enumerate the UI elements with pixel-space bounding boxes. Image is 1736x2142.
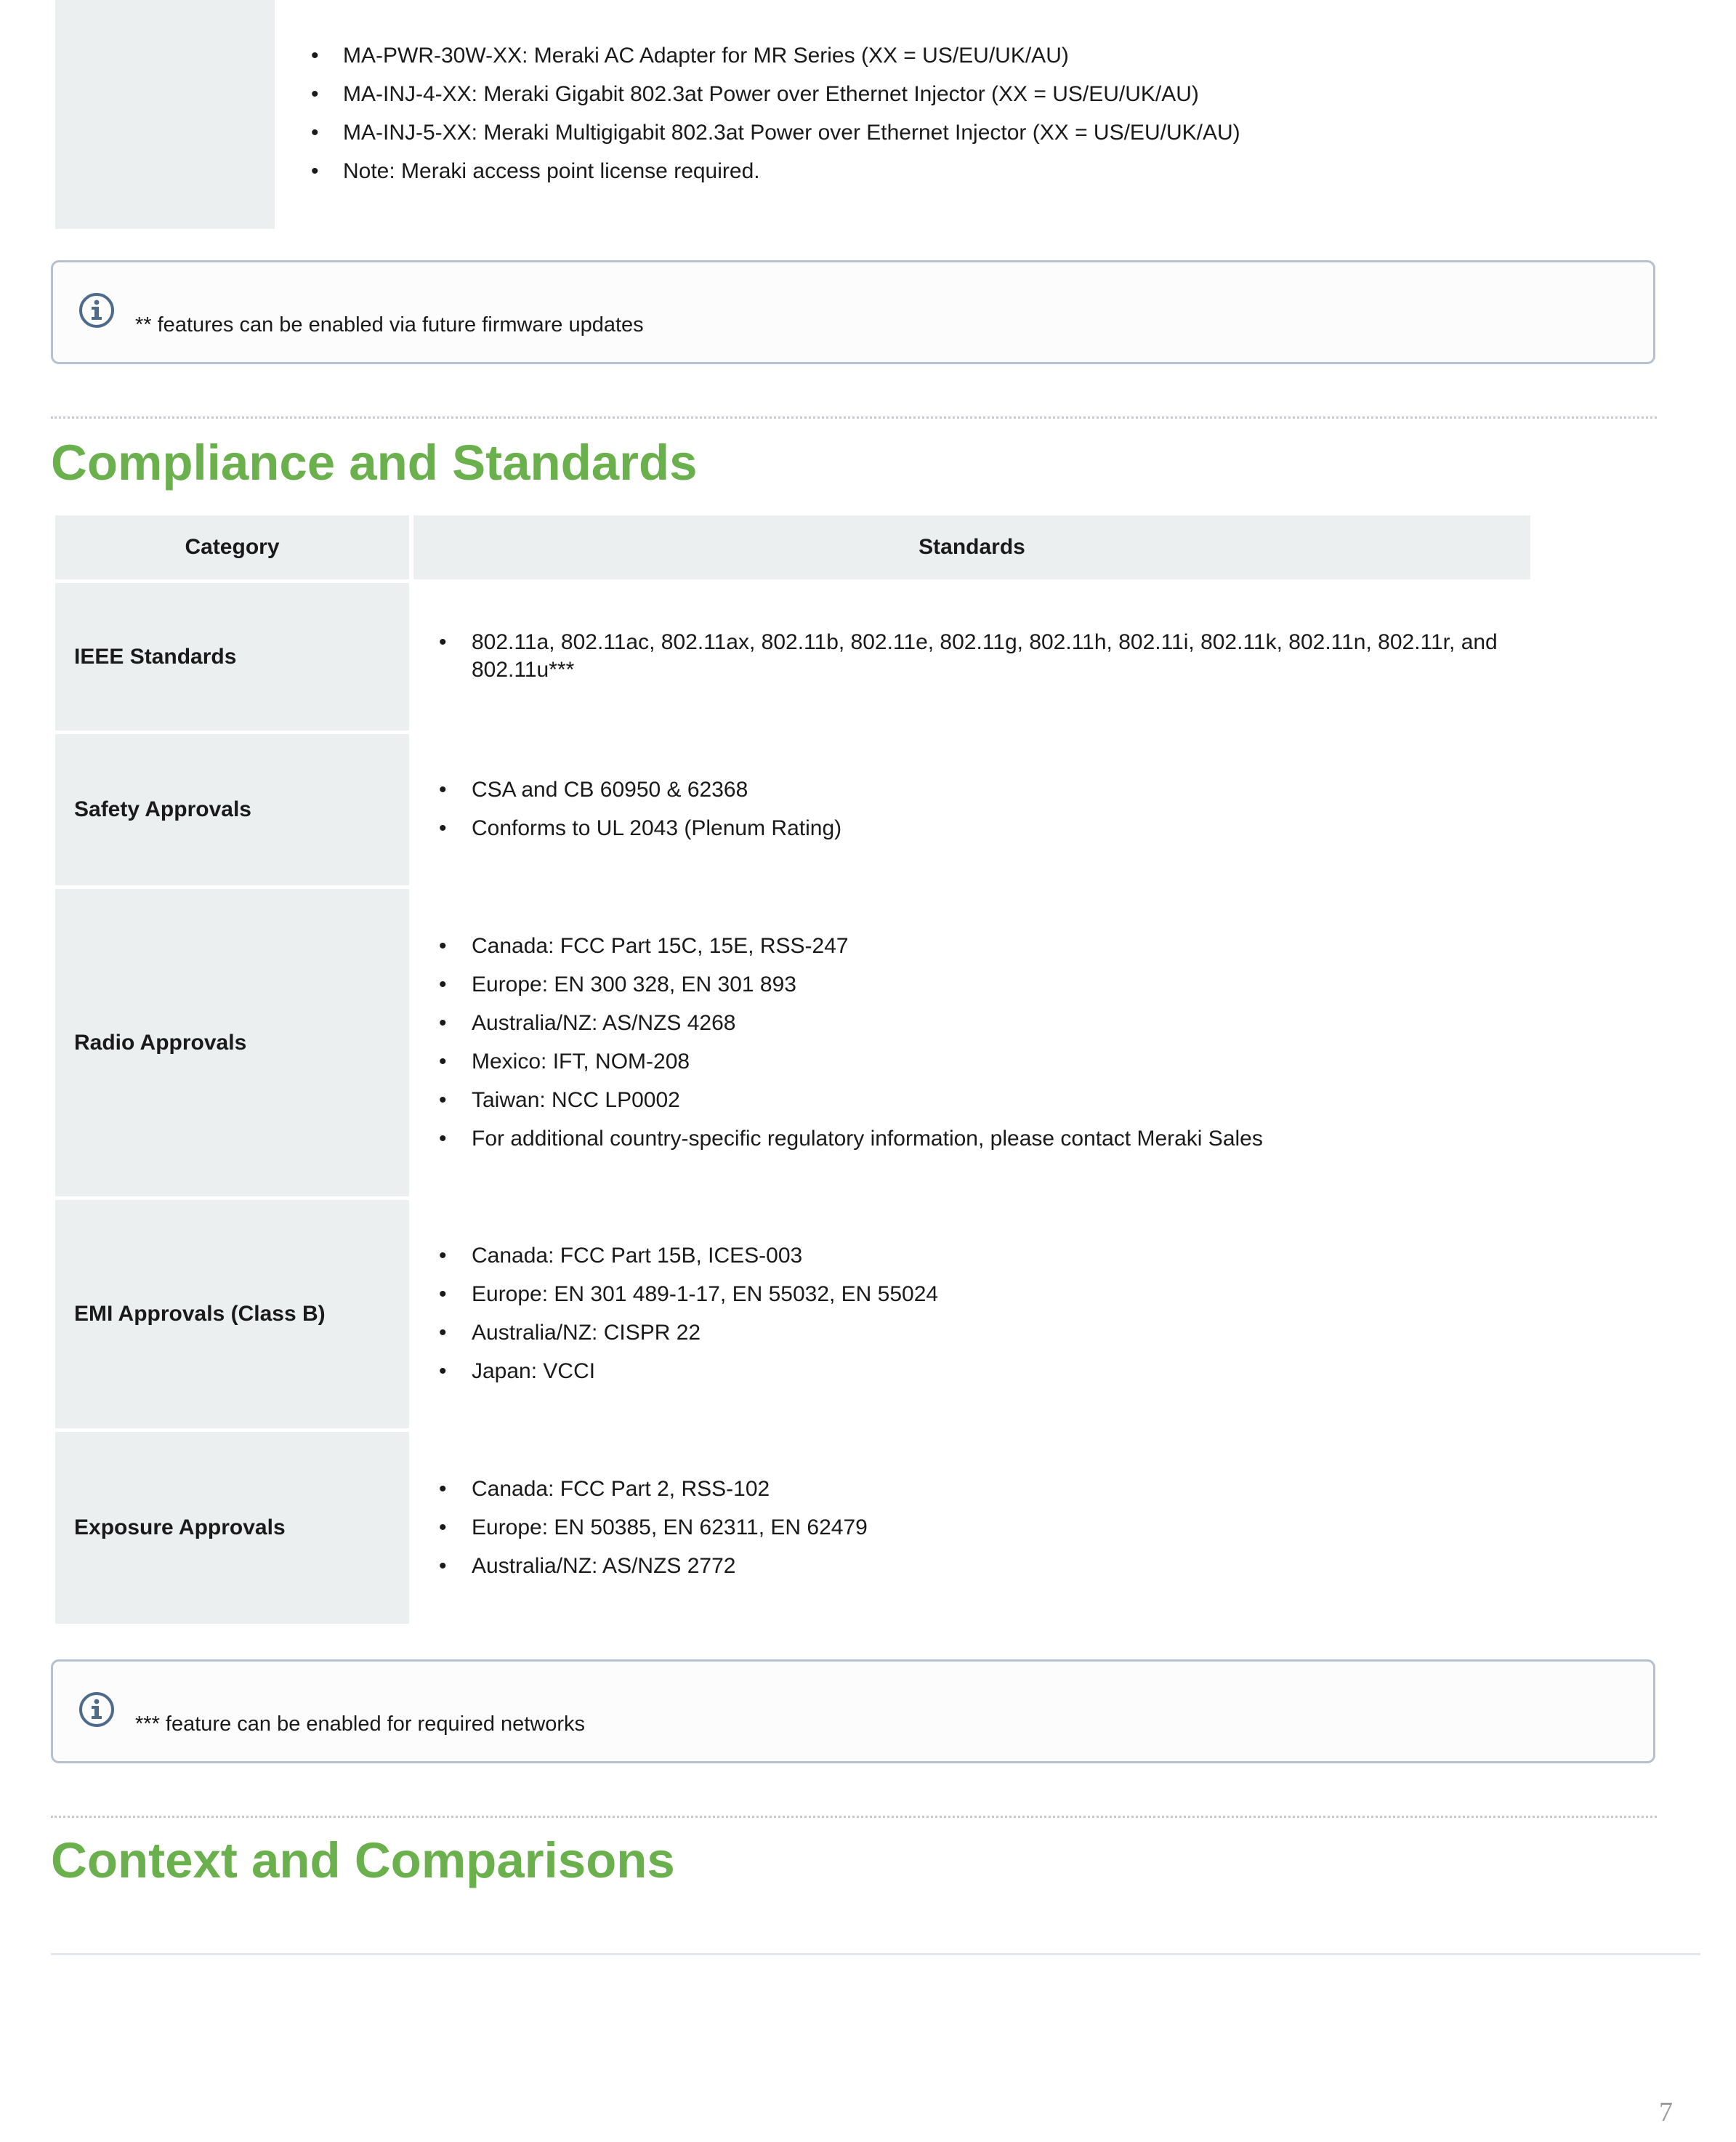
list-item: • Australia/NZ: AS/NZS 2772 [439, 1553, 868, 1580]
table-row-standards [413, 889, 1530, 1196]
table-row-category [55, 1432, 409, 1624]
list-item: • 802.11a, 802.11ac, 802.11ax, 802.11b, 802.11e, 802.11g, 802.11h, 802.11i, 802.11k, 802.11n, 802.11r, and 802.11u*** [439, 629, 1501, 684]
table-row-standards [413, 734, 1530, 885]
list-item: • Taiwan: NCC LP0002 [439, 1087, 1263, 1114]
context-heading: Context and Comparisons [51, 1832, 675, 1888]
list-item: • CSA and CB 60950 & 62368 [439, 776, 841, 804]
list-item: • Canada: FCC Part 2, RSS-102 [439, 1475, 868, 1503]
info-icon [78, 1691, 116, 1728]
list-item: • Conforms to UL 2043 (Plenum Rating) [439, 815, 841, 842]
category-label: IEEE Standards [74, 644, 237, 669]
list-item: • Europe: EN 301 489-1-17, EN 55032, EN 55024 [439, 1281, 938, 1308]
table-row-standards [413, 1432, 1530, 1624]
table-row-standards [413, 583, 1530, 730]
note-text: *** feature can be enabled for required networks [135, 1712, 586, 1736]
category-label: Safety Approvals [74, 797, 251, 821]
list-item: • For additional country-specific regulatory information, please contact Meraki Sales [439, 1125, 1263, 1153]
table-row-category [55, 734, 409, 885]
firmware-note-box [51, 260, 1655, 364]
section-divider [51, 416, 1657, 419]
standards-list [413, 766, 871, 853]
standards-list [413, 922, 1292, 1164]
compliance-heading: Compliance and Standards [51, 435, 698, 491]
column-header-category: Category [55, 515, 409, 579]
list-item: • MA-PWR-30W-XX: Meraki AC Adapter for MR Series (XX = US/EU/UK/AU) [311, 42, 1692, 70]
list-item: • Note: Meraki access point license required. [311, 158, 1692, 185]
footer-rule [51, 1953, 1700, 1955]
accessories-list [311, 42, 1692, 196]
list-item: • Australia/NZ: AS/NZS 4268 [439, 1010, 1263, 1037]
list-item: • Japan: VCCI [439, 1358, 938, 1385]
list-item: • Canada: FCC Part 15C, 15E, RSS-247 [439, 933, 1263, 960]
list-item: • Europe: EN 300 328, EN 301 893 [439, 971, 1263, 999]
section-divider [51, 1816, 1657, 1818]
list-item: • Europe: EN 50385, EN 62311, EN 62479 [439, 1514, 868, 1542]
list-item: • MA-INJ-5-XX: Meraki Multigigabit 802.3at Power over Ethernet Injector (XX = US/EU/UK/AU) [311, 119, 1692, 147]
standards-list [413, 619, 1530, 695]
table-row-category [55, 1200, 409, 1428]
list-item: • Mexico: IFT, NOM-208 [439, 1048, 1263, 1076]
note-text: ** features can be enabled via future firmware updates [135, 313, 644, 337]
standards-list [413, 1232, 967, 1396]
page-number: 7 [1659, 2097, 1673, 2127]
list-item: • Canada: FCC Part 15B, ICES-003 [439, 1242, 938, 1270]
list-item: • Australia/NZ: CISPR 22 [439, 1319, 938, 1347]
table-row-category [55, 889, 409, 1196]
list-item: • MA-INJ-4-XX: Meraki Gigabit 802.3at Power over Ethernet Injector (XX = US/EU/UK/AU) [311, 81, 1692, 108]
column-header-standards: Standards [413, 515, 1530, 579]
networks-note-box [51, 1659, 1655, 1763]
table-row-category [55, 583, 409, 730]
standards-list [413, 1465, 897, 1591]
category-label: Radio Approvals [74, 1030, 247, 1055]
info-icon [78, 291, 116, 329]
category-label: Exposure Approvals [74, 1515, 286, 1539]
table-row-standards [413, 1200, 1530, 1428]
category-label: EMI Approvals (Class B) [74, 1302, 326, 1326]
table-category-cell [55, 0, 275, 229]
